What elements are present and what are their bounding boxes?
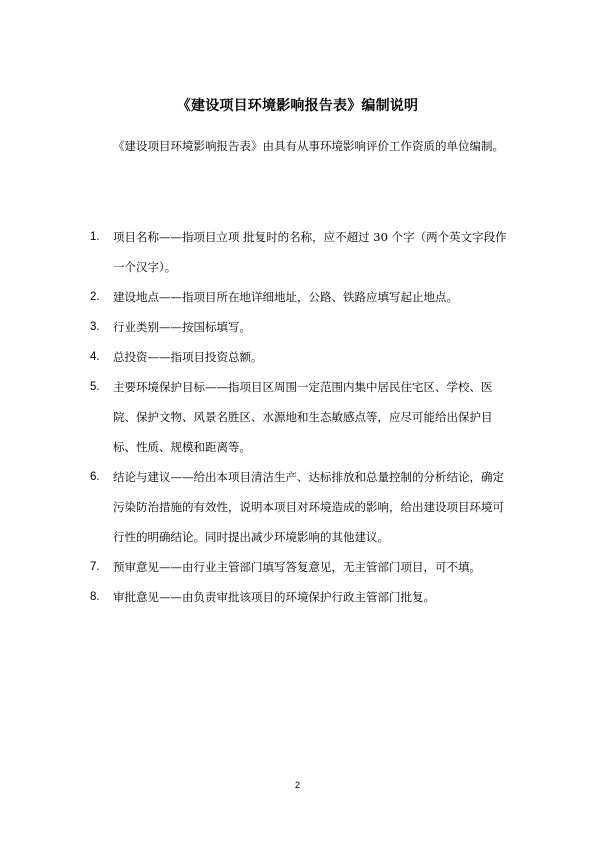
list-item-text: 主要环境保护目标——指项目区周围一定范围内集中居民住宅区、学校、医院、保护文物、风景名胜区、水源地和生态敏感点等，应尽可能给出保护目标、性质、规模和距离等。 — [113, 380, 493, 454]
list-item — [90, 462, 510, 552]
list-item-text: 预审意见——由行业主管部门填写答复意见，无主管部门项目，可不填。 — [113, 560, 481, 574]
list-item-text: 总投资——指项目投资总额。 — [113, 350, 263, 364]
list-item-number: 6. — [90, 471, 100, 483]
intro-paragraph: 《建设项目环境影响报告表》由具有从事环境影响评价工作资质的单位编制。 — [113, 139, 504, 153]
list-item-number: 1. — [90, 231, 100, 243]
list-item-number: 5. — [90, 381, 100, 393]
list-item — [90, 342, 510, 372]
list-item-text: 行业类别——按国标填写。 — [113, 320, 251, 334]
list-item — [90, 372, 510, 462]
list-item-text: 结论与建议——给出本项目清洁生产、达标排放和总量控制的分析结论，确定污染防治措施的有效性，说明本项目对环境造成的影响，给出建设项目环境可行性的明确结论。同时提出减少环境影响的其他建议。 — [113, 470, 504, 544]
list-item — [90, 282, 510, 312]
list-item — [90, 222, 510, 282]
list-item — [90, 552, 510, 582]
document-title: 《建设项目环境影响报告表》编制说明 — [176, 98, 419, 114]
list-item — [90, 312, 510, 342]
list-item-number: 8. — [90, 591, 100, 603]
list-item-text: 建设地点——指项目所在地详细地址，公路、铁路应填写起止地点。 — [113, 290, 458, 304]
page-number: 2 — [294, 780, 300, 790]
list-item-text: 项目名称——指项目立项 批复时的名称，应不超过 30 个字（两个英文字段作一个汉字）。 — [113, 230, 507, 274]
instruction-list — [90, 222, 510, 612]
list-item-number: 3. — [90, 321, 100, 333]
list-item — [90, 582, 510, 612]
list-item-number: 2. — [90, 291, 100, 303]
list-item-number: 7. — [90, 561, 100, 573]
list-item-number: 4. — [90, 351, 100, 363]
list-item-text: 审批意见——由负责审批该项目的环境保护行政主管部门批复。 — [113, 590, 435, 604]
